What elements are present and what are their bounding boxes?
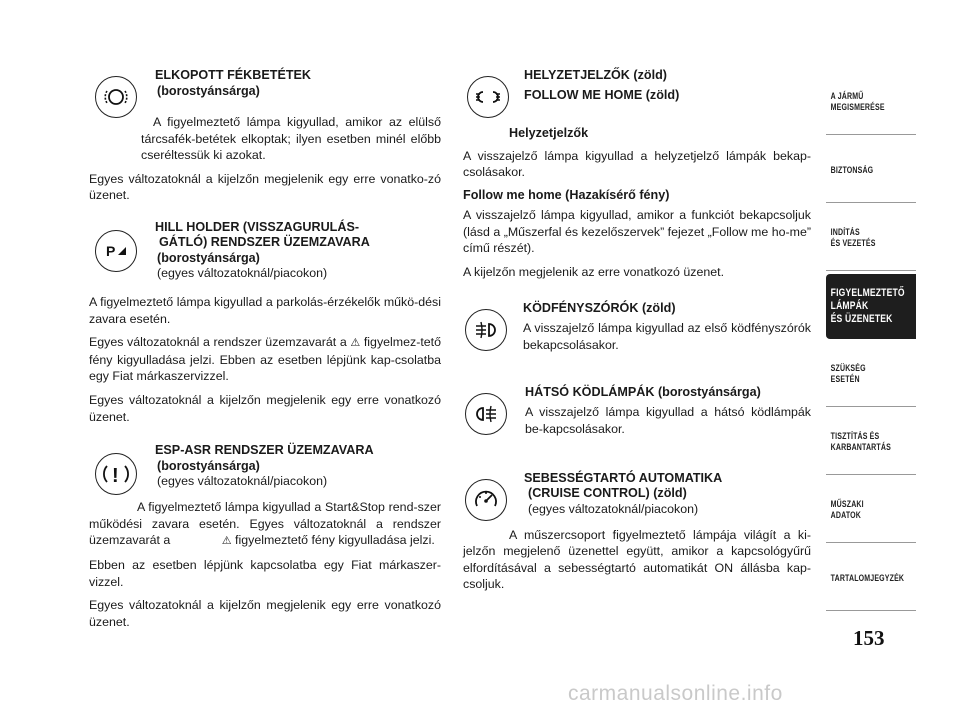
- tab-label: BIZTONSÁG: [830, 164, 874, 175]
- tab-szukseg-eseten[interactable]: [826, 342, 916, 407]
- tab-muszaki-adatok[interactable]: [826, 478, 916, 543]
- section-title-line2: GÁTLÓ) RENDSZER ÜZEMZAVARA: [159, 235, 370, 250]
- position-lights-section: [463, 68, 811, 126]
- hill-holder-icon: [95, 230, 137, 272]
- hill-holder-section: [89, 220, 441, 292]
- section-title: [525, 385, 811, 401]
- warning-triangle-icon: ⚠: [350, 337, 361, 350]
- tab-label: FIGYELMEZTETŐ LÁMPÁK ÉS ÜZENETEK: [830, 286, 905, 325]
- section-subtitle: (borostyánsárga): [157, 83, 260, 98]
- section-title: ELKOPOTT FÉKBETÉTEK: [155, 68, 312, 82]
- paragraph: A kijelzőn megjelenik az erre vonatkozó üzenet.: [463, 264, 725, 279]
- subheading: Follow me home (Hazakísérő fény): [463, 187, 670, 202]
- paragraph: A visszajelző lámpa kigyullad, amikor a funkciót bekapcsoljuk (lásd a „Műszerfal és kezelőszervek” fejezet „Follow me ho-me” című részét).: [463, 208, 811, 256]
- front-fog-light-icon: [465, 309, 507, 351]
- tab-biztonsag[interactable]: [826, 138, 916, 203]
- paragraph: A visszajelző lámpa kigyullad a hátsó ködlámpák be-kapcsolásakor.: [525, 405, 811, 436]
- tab-jarmu-megismerese[interactable]: [826, 70, 916, 135]
- section-title: ESP-ASR RENDSZER ÜZEMZAVARA: [155, 443, 374, 458]
- front-fog-section: [463, 301, 811, 371]
- section-title-line2: FOLLOW ME HOME (zöld): [524, 87, 680, 102]
- tab-inditas-es-vezetes[interactable]: [826, 206, 916, 271]
- tab-label: A JÁRMŰ MEGISMERÉSE: [830, 91, 885, 112]
- svg-text:!: !: [112, 465, 119, 488]
- esp-asr-warning-icon: [95, 453, 137, 495]
- tab-label: INDÍTÁS ÉS VEZETÉS: [830, 227, 876, 248]
- paragraph-part: A figyelmeztető lámpa kigyullad a Start&Stop rend-szer működési zavara esetén. Egyes változatoknál a rendszer üzemzavarát a: [89, 500, 441, 548]
- section-title: HELYZETJELZŐK (zöld): [524, 68, 667, 82]
- paragraph: A figyelmeztető lámpa kigyullad, amikor az elülső tárcsafék-betétek elkoptak; ilyen esetben minél előbb cseréltessük ki azokat.: [141, 115, 441, 163]
- tab-label: TISZTÍTÁS ÉS KARBANTARTÁS: [830, 431, 891, 452]
- section-title: HILL HOLDER (VISSZAGURULÁS-: [155, 219, 360, 234]
- tab-label: MŰSZAKI ADATOK: [830, 499, 864, 520]
- rear-fog-section: [463, 385, 811, 457]
- paragraph: Egyes változatoknál a kijelzőn megjelenik egy erre vonatkozó üzenet.: [89, 392, 441, 424]
- paragraph: [89, 499, 441, 550]
- esp-asr-section: [89, 443, 441, 497]
- title-bold: HÁTSÓ KÖDLÁMPÁK: [525, 384, 655, 399]
- section-note: (egyes változatoknál/piacokon): [157, 266, 328, 281]
- brake-pad-section: [89, 68, 441, 152]
- cruise-control-icon: [465, 479, 507, 521]
- paragraph-part: figyelmeztető fény kigyulladása jelzi.: [235, 533, 435, 548]
- chapter-tabs: [826, 70, 916, 614]
- tab-label: TARTALOMJEGYZÉK: [830, 572, 905, 583]
- paragraph: A visszajelző lámpa kigyullad a helyzetjelző lámpák bekap-csolásakor.: [463, 148, 811, 180]
- watermark: carmanualsonline.info: [568, 682, 783, 705]
- subheading: Helyzetjelzők: [509, 126, 589, 140]
- paragraph: Egyes változatoknál a kijelzőn megjelenik egy erre vonatko-zó üzenet.: [89, 171, 441, 203]
- paragraph: Ebben az esetben lépjünk kapcsolatba egy Fiat márkaszer-vizzel.: [89, 557, 441, 589]
- left-column: [89, 68, 441, 637]
- section-title-line2: (CRUISE CONTROL) (zöld): [528, 486, 687, 501]
- svg-text:P: P: [106, 242, 116, 259]
- paragraph: A figyelmeztető lámpa kigyullad a parkolás-érzékelők műkö-dési zavara esetén.: [89, 294, 441, 326]
- section-subtitle: (borostyánsárga): [157, 458, 260, 473]
- paragraph: A visszajelző lámpa kigyullad az első ködfényszórók bekapcsolásakor.: [523, 321, 811, 352]
- section-subtitle: (borostyánsárga): [157, 250, 260, 265]
- tab-label: SZÜKSÉG ESETÉN: [830, 363, 866, 384]
- tab-figyelmezteto-lampak[interactable]: [826, 274, 916, 339]
- paragraph: [89, 334, 441, 385]
- section-note: (egyes változatoknál/piacokon): [157, 474, 328, 489]
- warning-triangle-icon: ⚠: [221, 535, 232, 548]
- tab-tisztitas-karbantartas[interactable]: [826, 410, 916, 475]
- position-lights-icon: [467, 76, 509, 118]
- page-number: 153: [853, 626, 885, 650]
- section-title: KÖDFÉNYSZÓRÓK (zöld): [523, 300, 676, 315]
- rear-fog-light-icon: [465, 393, 507, 435]
- section-title: SEBESSÉGTARTÓ AUTOMATIKA: [524, 470, 723, 485]
- paragraph: A műszercsoport figyelmeztető lámpája világít a ki-jelzőn megjelenő üzenettel együtt, amikor a kapcsológyűrű elfordításával a sebességtartó automatikát ON állásba kap-csoljuk.: [463, 527, 811, 592]
- brake-pad-wear-icon: [95, 76, 137, 118]
- paragraph-part: figyelmez-tető fény kigyulladása jelzi. Ebben az esetben lépjünk kap-csolatba egy Fiat márkaszervizzel.: [89, 335, 441, 384]
- paragraph: Egyes változatoknál a kijelzőn megjelenik egy erre vonatkozó üzenet.: [89, 598, 441, 629]
- right-column: [463, 68, 811, 600]
- section-note: (egyes változatoknál/piacokon): [528, 501, 699, 516]
- cruise-control-section: [463, 471, 811, 525]
- tab-tartalomjegyzek[interactable]: [826, 546, 916, 611]
- paragraph-part: Egyes változatoknál a rendszer üzemzavarát a: [89, 335, 347, 350]
- title-color: (borostyánsárga): [657, 384, 761, 399]
